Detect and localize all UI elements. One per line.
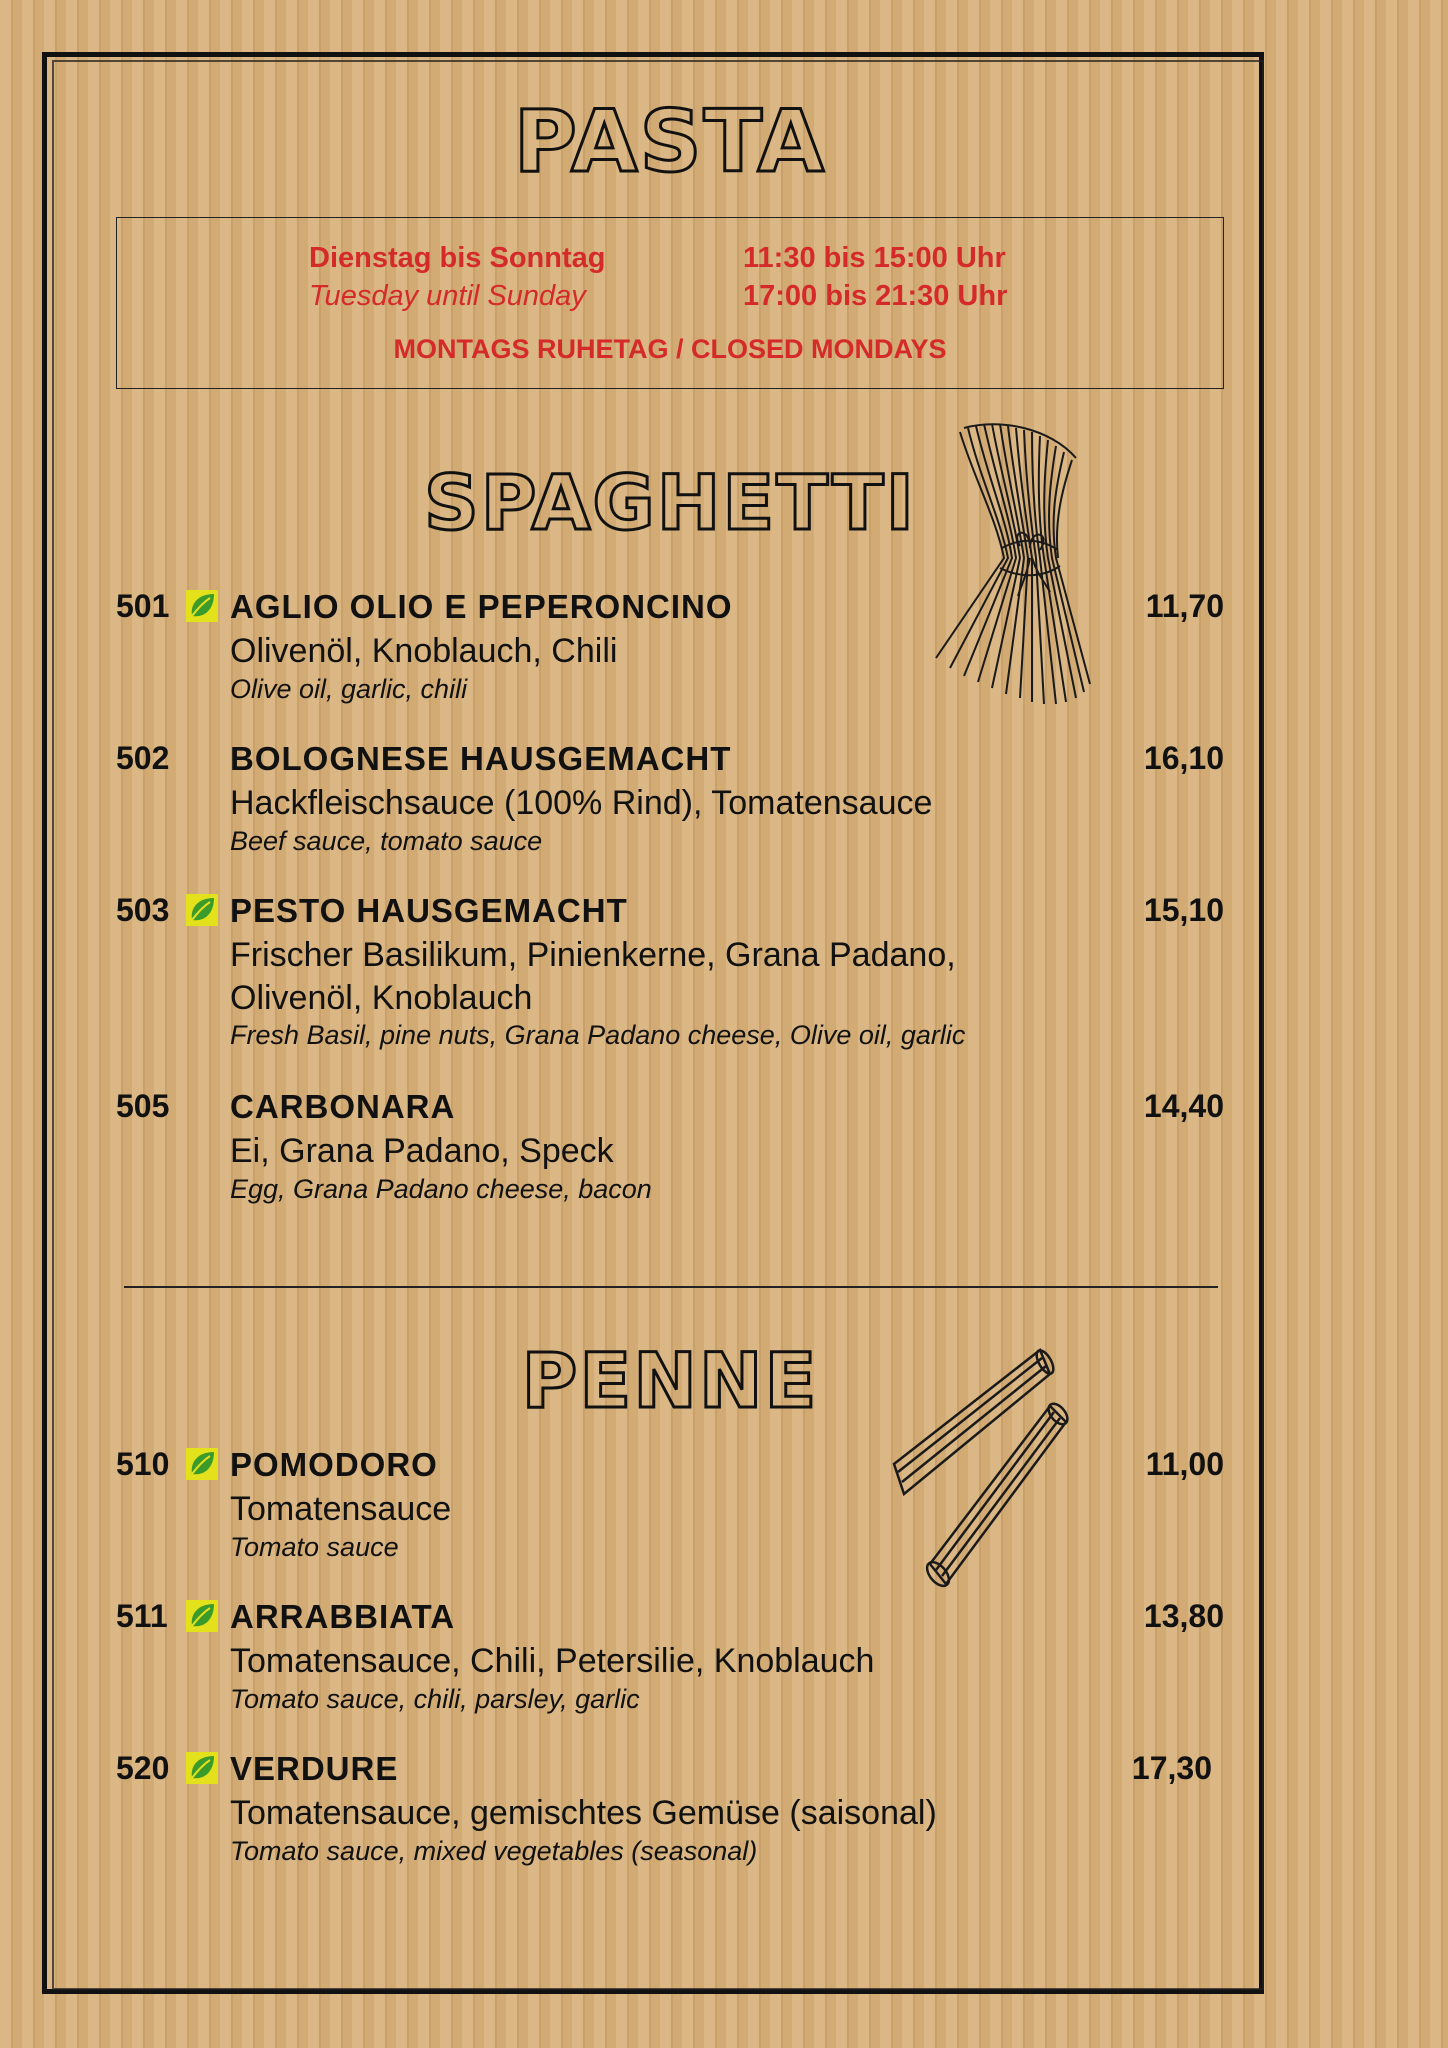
item-number: 501 [116, 588, 170, 624]
item-price: 11,00 [1145, 1446, 1224, 1482]
item-name: VERDURE [230, 1750, 399, 1787]
menu-item [116, 892, 1224, 1052]
item-description-de: Frischer Basilikum, Pinienkerne, Grana Padano, Olivenöl, Knoblauch [230, 936, 956, 1017]
closed-day-notice: MONTAGS RUHETAG / CLOSED MONDAYS [393, 334, 947, 364]
menu-item [116, 1446, 1224, 1566]
menu-item [116, 588, 1224, 708]
item-description-en: Egg, Grana Padano cheese, bacon [230, 1174, 652, 1204]
item-price: 15,10 [1143, 892, 1224, 928]
opening-time-1: 11:30 bis 15:00 Uhr [743, 242, 1006, 274]
item-description-en: Tomato sauce [230, 1532, 399, 1562]
section-divider [124, 1286, 1218, 1288]
opening-hours-box [116, 217, 1224, 389]
menu-item [116, 1088, 1224, 1208]
item-description-en: Tomato sauce, chili, parsley, garlic [230, 1684, 640, 1714]
item-description-en: Olive oil, garlic, chili [230, 674, 468, 704]
item-description-de: Olivenöl, Knoblauch, Chili [230, 632, 618, 670]
item-number: 520 [116, 1750, 170, 1786]
item-description-en: Fresh Basil, pine nuts, Grana Padano cheese, Olive oil, garlic [230, 1020, 966, 1050]
item-name: POMODORO [230, 1446, 438, 1483]
vegetarian-leaf-icon [186, 1600, 218, 1632]
opening-days-de: Dienstag bis Sonntag [309, 242, 606, 274]
item-description-en: Beef sauce, tomato sauce [230, 826, 543, 856]
item-description-de: Tomatensauce, gemischtes Gemüse (saisonal) [230, 1794, 937, 1832]
item-description-en: Tomato sauce, mixed vegetables (seasonal) [230, 1836, 758, 1866]
item-description-de: Tomatensauce [230, 1490, 452, 1528]
section-title-penne: PENNE [521, 1336, 819, 1425]
menu-item [116, 740, 1224, 860]
item-price: 16,10 [1143, 740, 1224, 776]
item-name: AGLIO OLIO E PEPERONCINO [230, 588, 733, 625]
item-price: 14,40 [1143, 1088, 1224, 1124]
item-number: 510 [116, 1446, 170, 1482]
opening-time-2: 17:00 bis 21:30 Uhr [743, 280, 1008, 312]
item-name: CARBONARA [230, 1088, 456, 1125]
item-price: 13,80 [1143, 1598, 1224, 1634]
item-description-de: Ei, Grana Padano, Speck [230, 1132, 614, 1170]
vegetarian-leaf-icon [186, 1448, 218, 1480]
item-price: 17,30 [1131, 1750, 1212, 1786]
item-price: 11,70 [1145, 588, 1224, 624]
item-number: 503 [116, 892, 170, 928]
menu-item [116, 1750, 1212, 1870]
item-name: ARRABBIATA [230, 1598, 456, 1635]
item-number: 505 [116, 1088, 170, 1124]
item-number: 502 [116, 740, 170, 776]
item-name: PESTO HAUSGEMACHT [230, 892, 628, 929]
vegetarian-leaf-icon [186, 894, 218, 926]
section-title-spaghetti: SPAGHETTI [424, 458, 916, 547]
menu-item [116, 1598, 1224, 1718]
item-number: 511 [116, 1598, 168, 1634]
opening-days-en: Tuesday until Sunday [309, 280, 586, 312]
item-name: BOLOGNESE HAUSGEMACHT [230, 740, 732, 777]
page-title: PASTA [513, 92, 827, 192]
item-description-de: Hackfleischsauce (100% Rind), Tomatensauce [230, 784, 933, 822]
vegetarian-leaf-icon [186, 1752, 218, 1784]
item-description-de: Tomatensauce, Chili, Petersilie, Knoblauch [230, 1642, 875, 1680]
vegetarian-leaf-icon [186, 590, 218, 622]
